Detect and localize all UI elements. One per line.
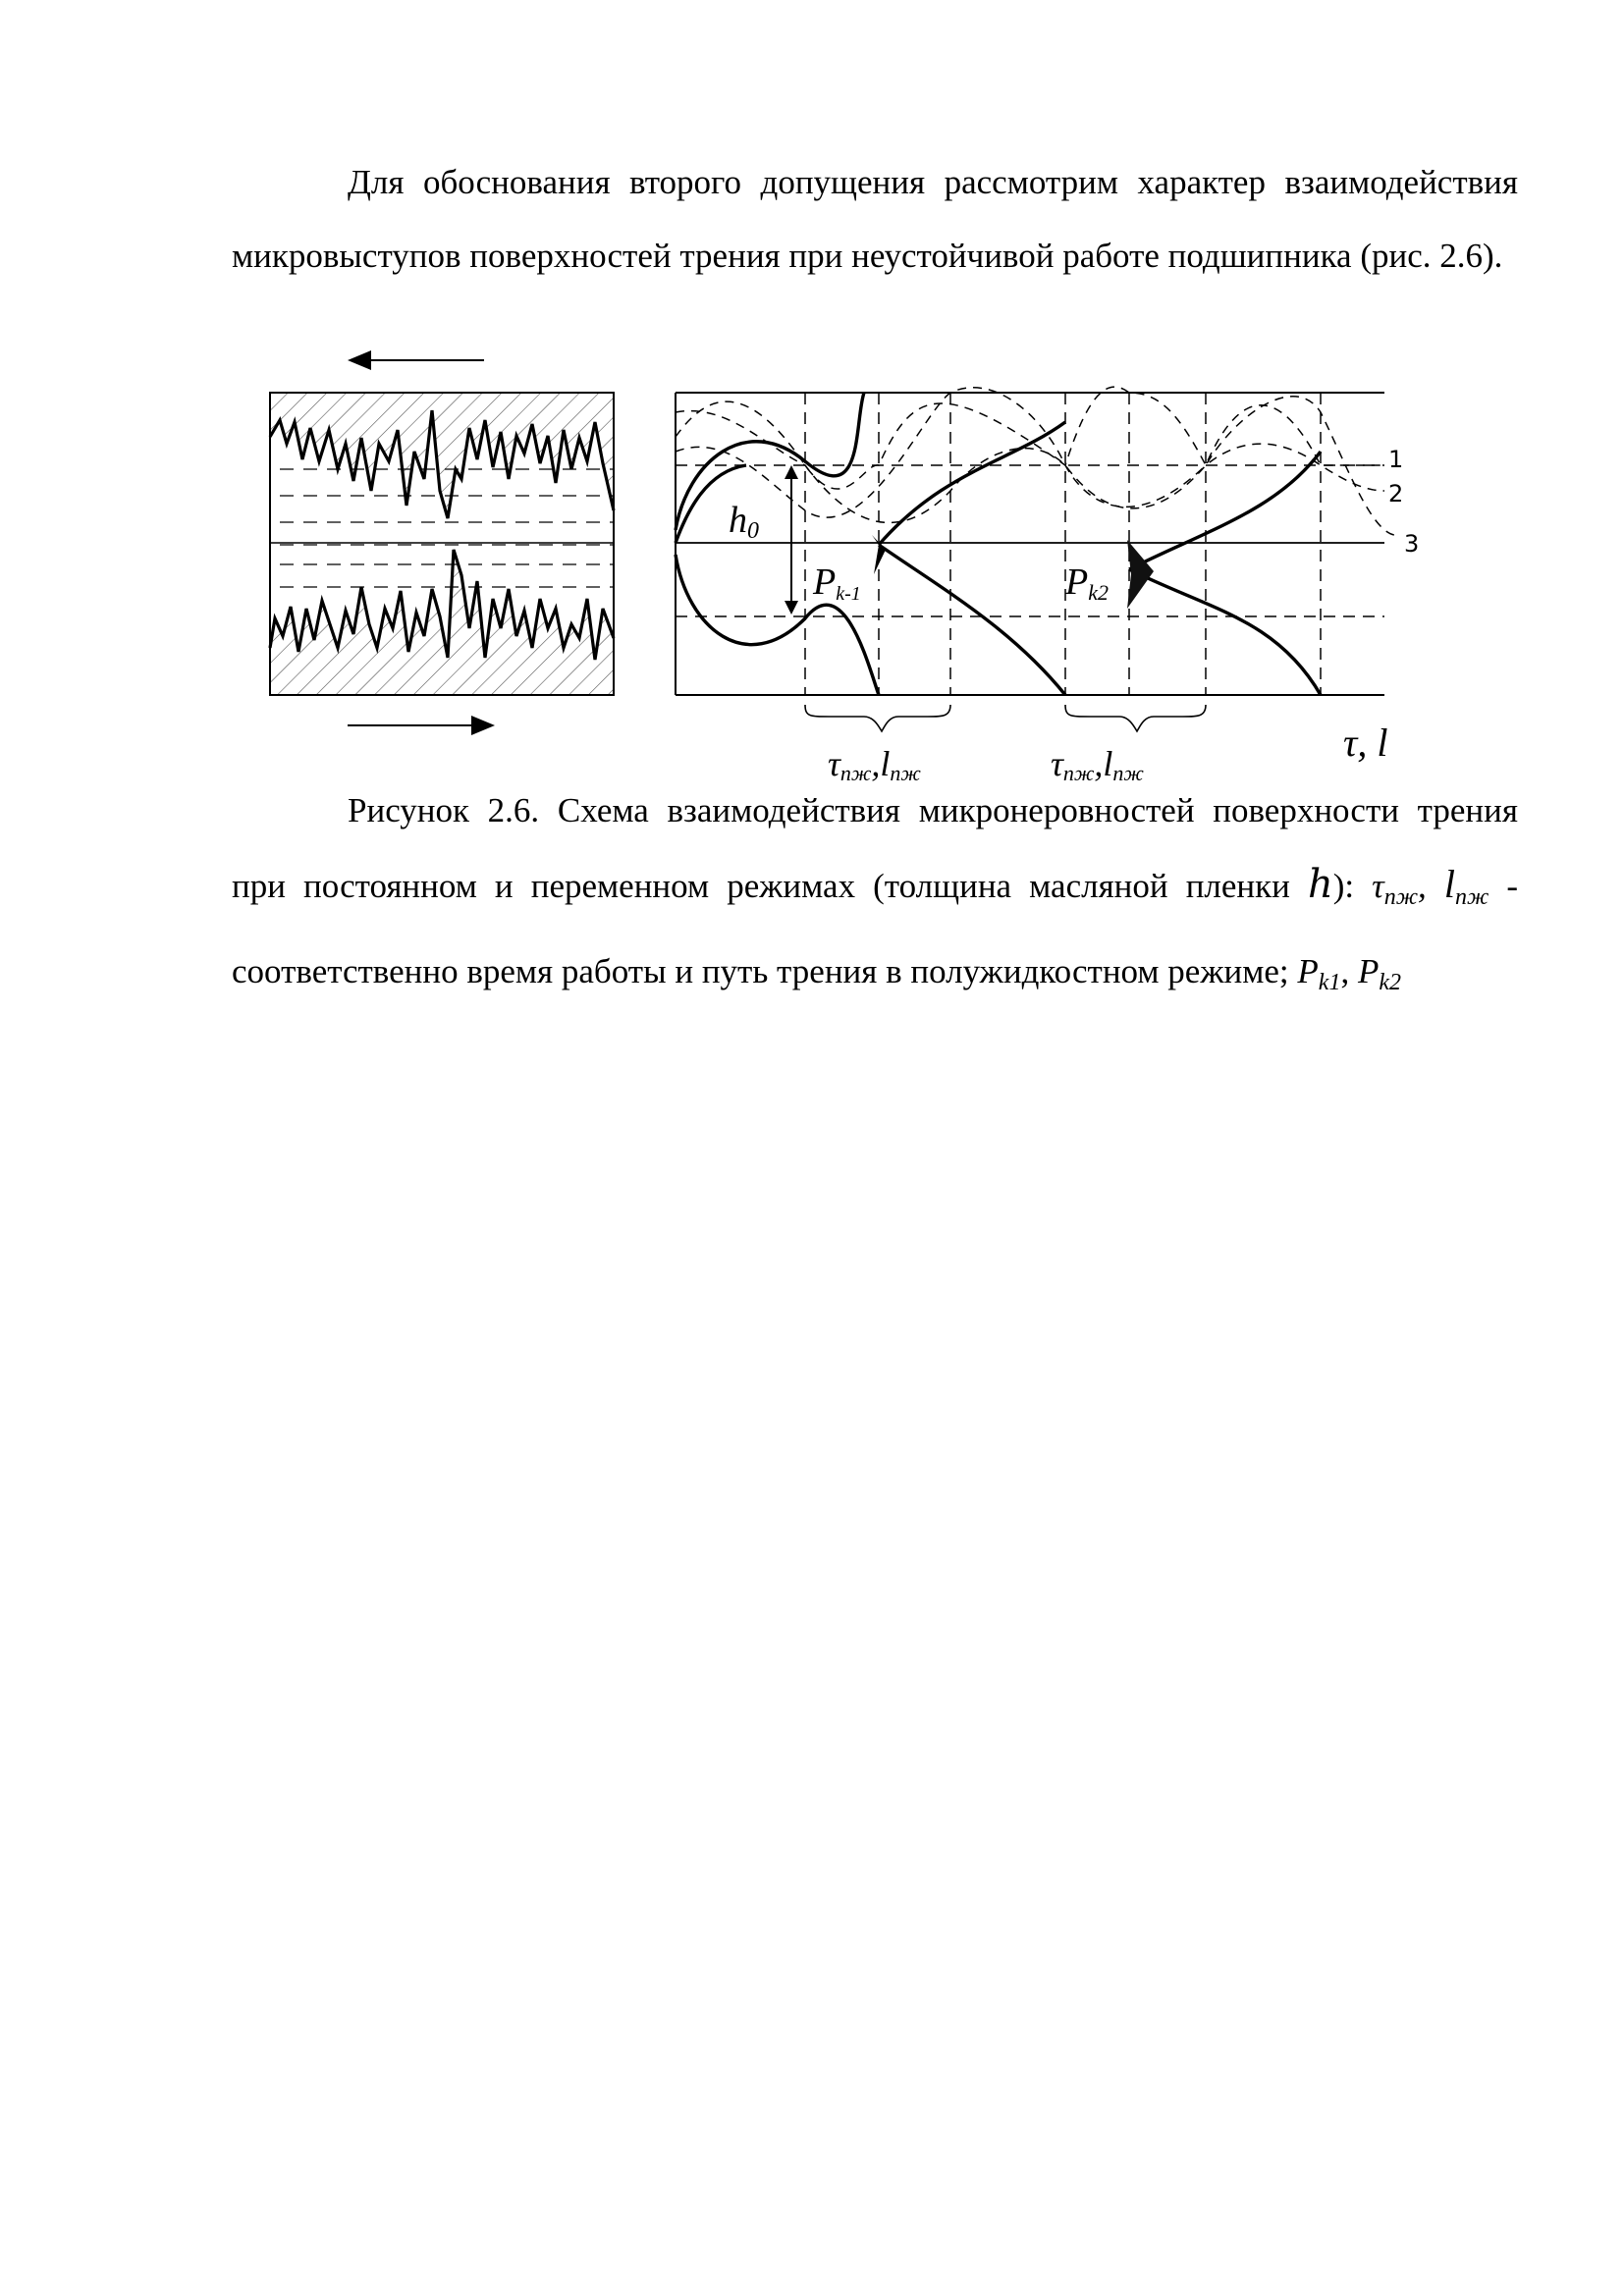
caption-pk2: P	[1357, 952, 1380, 990]
lower-thick-curve	[676, 555, 879, 695]
caption-l: l	[1443, 862, 1455, 906]
curve-3	[676, 388, 1394, 535]
caption-comma: ,	[1418, 867, 1444, 905]
curve-label-3: 3	[1404, 530, 1420, 558]
caption-text	[232, 774, 1518, 1020]
caption-pk1: P	[1297, 952, 1319, 990]
figure-caption	[232, 774, 1518, 1020]
brace-2-label: τпж,lпж	[1051, 744, 1144, 785]
pk2-label: Pk2	[1065, 561, 1109, 605]
pk2-ascending-curve	[1129, 452, 1321, 569]
pk1-descending-curve	[879, 545, 1065, 695]
caption-part-1: Рисунок 2.6. Схема взаимодействия микронеровностей поверхности трения при постоянном и переменном режимах (толщина масляной пленки	[232, 791, 1518, 905]
surface-panel	[270, 393, 614, 695]
upper-thick-curve	[676, 393, 864, 530]
caption-h-symbol: h	[1307, 862, 1333, 907]
brace-1	[805, 705, 950, 731]
axis-label: τ, l	[1343, 721, 1388, 765]
pk2-descending-curve	[1129, 569, 1321, 695]
caption-sep: ,	[1340, 952, 1358, 990]
pk1-label: Pk-1	[813, 561, 861, 605]
caption-pk1-sub: k1	[1318, 970, 1341, 995]
caption-pk2-sub: k2	[1379, 970, 1401, 995]
curve-2	[676, 411, 1384, 523]
curve-label-1: 1	[1388, 446, 1404, 473]
graph-panel	[676, 387, 1394, 731]
h0-label: h0	[729, 500, 759, 544]
caption-l-sub: пж	[1454, 884, 1489, 910]
curve-label-2: 2	[1388, 480, 1404, 507]
intro-text: Для обоснования второго допущения рассмотрим характер взаимодействия микровыступов поверхностей трения при неустойчивой работе подшипника (рис. 2.6).	[232, 163, 1518, 275]
brace-2	[1065, 705, 1206, 731]
pk2-contact-mark	[1127, 540, 1154, 609]
figure-2-6	[0, 0, 1624, 785]
caption-tau-sub: пж	[1383, 884, 1419, 910]
caption-tau: τ	[1372, 867, 1384, 905]
caption-part-3: - соответственно время работы и путь трения в полужидкостном режиме;	[232, 867, 1518, 990]
caption-part-2: ):	[1332, 867, 1373, 905]
pk1-ascending-curve	[879, 422, 1065, 545]
curve-1	[676, 387, 1384, 489]
brace-1-label: τпж,lпж	[828, 744, 921, 785]
